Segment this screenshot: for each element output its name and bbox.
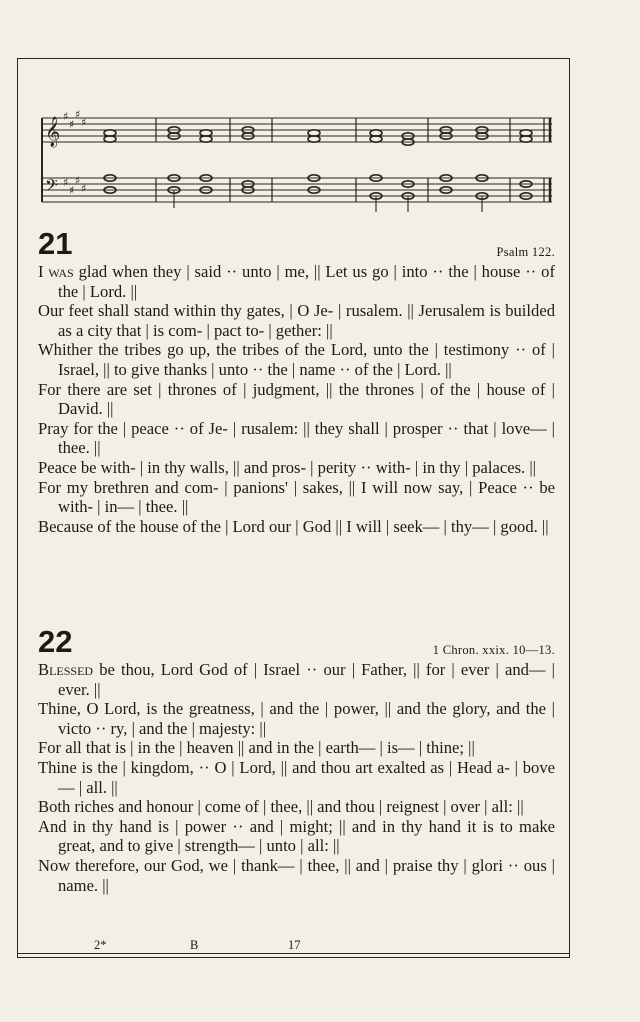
chant-music-notation: [36, 106, 556, 214]
svg-text:♯: ♯: [81, 116, 87, 129]
verse: Blessed be thou, Lord God of | Israel ·· our | Father, || for | ever | and— | ever. ||: [38, 660, 555, 699]
svg-text:♯: ♯: [81, 182, 87, 195]
page-number: 17: [288, 938, 301, 952]
verse: Both riches and honour | come of | thee, || and thou | reignest | over | all: ||: [38, 797, 524, 817]
psalm-21-header: [38, 226, 555, 262]
svg-text:♯: ♯: [63, 110, 69, 123]
verse: Pray for the | peace ·· of Je- | rusalem: || they shall | prosper ·· that | love— | thee. ||: [38, 418, 555, 458]
notes: [104, 127, 532, 199]
verse: Whither the tribes go up, the tribes of the Lord, unto the | testimony ·· of | Israel, || to give thanks | unto ·· the | name ·· of the | Lord. ||: [38, 340, 555, 379]
psalm-reference: 1 Chron. xxix. 10—13.: [432, 643, 555, 657]
psalm-22-block: [38, 624, 555, 895]
verse: Thine, O Lord, is the greatness, | and the | power, || and the glory, and the | victo ·· ry, | and the | majesty: ||: [38, 699, 555, 738]
psalm-22-header: [38, 624, 555, 660]
verse: Now therefore, our God, we | thank— | thee, || and | praise thy | glori ·· ous | name. ||: [38, 855, 555, 895]
svg-text:♯: ♯: [75, 108, 81, 121]
page-footer: [0, 938, 640, 956]
verse: Because of the house of the | Lord our | God || I will | seek— | thy— | good. ||: [38, 516, 549, 536]
bass-clef-icon: 𝄢: [45, 175, 58, 199]
verse: For my brethren and com- | panions' | sakes, || I will now say, | Peace ·· be with- | in— | thee. ||: [38, 477, 555, 517]
verse: Our feet shall stand within thy gates, | O Je- | rusalem. || Jerusalem is builded as a city that | is com- | pact to- | gether: ||: [38, 301, 555, 340]
verse: Thine is the | kingdom, ·· O | Lord, || and thou art exalted as | Head a- | bove— | all. ||: [38, 757, 555, 797]
psalm-number: 21: [38, 226, 73, 261]
bass-staff: [42, 178, 552, 202]
verse: I was glad when they | said ·· unto | me, || Let us go | into ·· the | house ·· of the | Lord. ||: [38, 262, 555, 301]
signature-mark: 2*: [94, 938, 107, 952]
svg-text:♯: ♯: [63, 176, 69, 189]
svg-text:♯: ♯: [75, 174, 81, 187]
verse: And in thy hand is | power ·· and | might; || and in thy hand it is to make great, and to give | strength— | unto | all: ||: [38, 816, 555, 856]
verse: Peace be with- | in thy walls, || and pros- | perity ·· with- | in thy | palaces. ||: [38, 457, 536, 477]
gathering-letter: B: [190, 938, 199, 952]
treble-clef-icon: 𝄞: [45, 117, 61, 147]
psalm-reference: Psalm 122.: [496, 245, 555, 259]
psalm-number: 22: [38, 624, 73, 659]
key-signature-sharps: [63, 108, 86, 197]
svg-text:♯: ♯: [69, 184, 75, 197]
svg-text:♯: ♯: [69, 118, 75, 131]
verse: For there are set | thrones of | judgment, || the thrones | of the | house of | David. ||: [38, 379, 555, 419]
psalm-21-block: [38, 226, 555, 536]
verse: For all that is | in the | heaven || and in the | earth— | is— | thine; ||: [38, 738, 475, 758]
